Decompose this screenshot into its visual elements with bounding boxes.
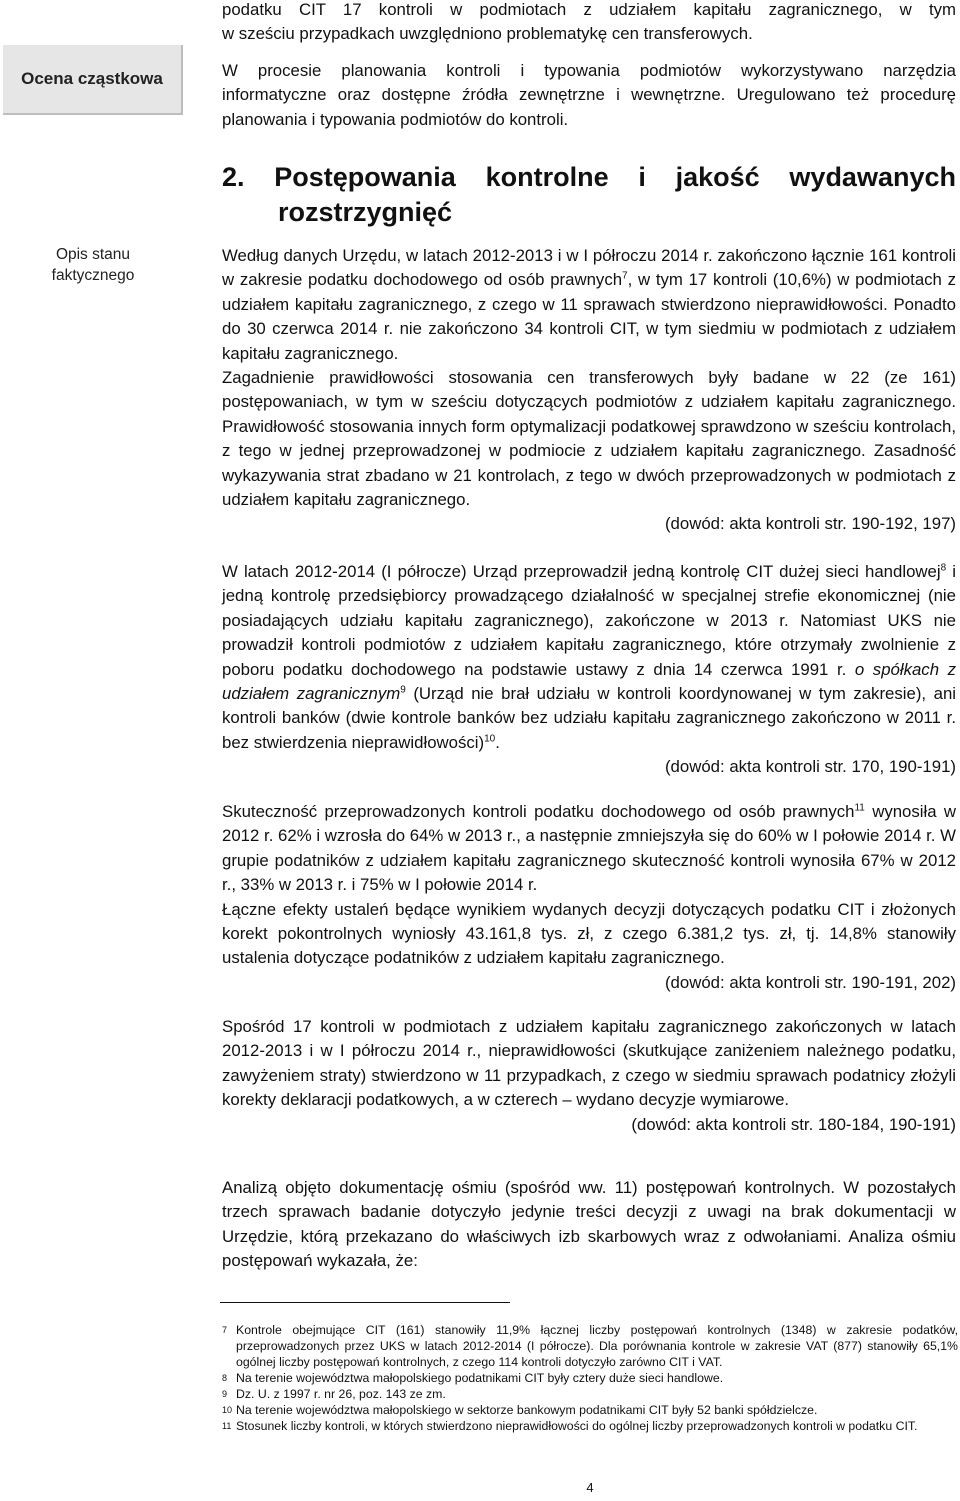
- state-label: [0, 244, 186, 286]
- intro-line: podatku CIT 17 kontroli w podmiotach z udziałem kapitału zagranicznego, w tym: [222, 0, 956, 19]
- intro-paragraph: [222, 0, 956, 47]
- heading-word: kontrolne: [485, 162, 609, 192]
- paragraph-text: [222, 800, 956, 898]
- assessment-line: planowania i typowania podmiotów do kontroli.: [222, 109, 569, 129]
- paragraph-3: [222, 800, 956, 995]
- paragraph-text: Zagadnienie prawidłowości stosowania cen transferowych były badane w 22 (ze 161) postępowaniach, w tym w sześciu dotyczących podmiotów z udziałem kapitału zagranicznego. Prawidłowość stosowania innych form optymalizacji podatkowej sprawdzono w sześciu kontrolach, z tego w jednej przeprowadzonej w podmiocie z udziałem kapitału zagranicznego. Zasadność wykazywania strat zbadano w 21 kontrolach, z tego w dwóch przeprowadzonych w podmiotach z udziałem kapitału zagranicznego.: [222, 368, 956, 510]
- assessment-line: informatyczne oraz dostępne źródła zewnętrzne i wewnętrzne. Uregulowano też procedurę: [222, 85, 956, 105]
- footnote-number: 9: [222, 1389, 228, 1399]
- text-run: W latach 2012-2014 (I półrocze) Urząd przeprowadził jedną kontrolę CIT dużej sieci handlowej: [222, 562, 941, 581]
- assessment-paragraph: [222, 59, 956, 132]
- text-run: .: [495, 732, 500, 752]
- footnote-number: 8: [222, 1373, 228, 1383]
- paragraph-text: Łączne efekty ustaleń będące wynikiem wydanych decyzji dotyczących podatku CIT i złożonych korekt pokontrolnych wyniosły 43.161,8 tys. zł, z czego 6.381,2 tys. zł, tj. 14,8% stanowiły ustalenia dotyczące podatników z udziałem kapitału zagranicznego.: [222, 899, 956, 968]
- italic-title: o spółkach z udziałem zagranicznym: [222, 659, 957, 704]
- section-heading: [222, 160, 956, 230]
- footnote: [222, 1370, 958, 1386]
- footnote-text: Na terenie województwa małopolskiego podatnikami CIT były cztery duże sieci handlowe.: [236, 1371, 724, 1385]
- footnote-ref: 7: [622, 270, 628, 282]
- state-label-line1: Opis stanu: [55, 246, 131, 263]
- footnote: [222, 1386, 958, 1402]
- paragraph-2: [222, 560, 956, 780]
- heading-word: i: [638, 162, 646, 192]
- text-run: Skuteczność przeprowadzonych kontroli podatku dochodowego od osób prawnych: [222, 802, 855, 821]
- footnote: [222, 1418, 958, 1434]
- footnote: [222, 1322, 958, 1370]
- footnote: [222, 1402, 958, 1418]
- state-label-line2: faktycznego: [51, 267, 135, 284]
- footnote-divider: [220, 1302, 510, 1303]
- footnote-text: Dz. U. z 1997 r. nr 26, poz. 143 ze zm.: [236, 1387, 446, 1401]
- paragraph-4: [222, 1015, 956, 1137]
- footnote-ref: 10: [484, 733, 496, 745]
- intro-line: w sześciu przypadkach uwzględniono problematykę cen transferowych.: [222, 24, 753, 44]
- text-run: , w tym 17 kontroli (10,6%) w podmiotach z udziałem kapitału zagranicznego, z czego w 11 sprawach stwierdzono nieprawidłowości. Ponadto do 30 czerwca 2014 r. nie zakończono 34 kontroli CIT, w tym siedmiu w podmiotach z udziałem kapitału zagranicznego.: [222, 270, 956, 363]
- footnote-number: 7: [222, 1325, 228, 1335]
- paragraph-5: [222, 1176, 956, 1274]
- text-run: Według danych Urzędu, w latach 2012-2013 i w I półroczu 2014 r. zakończono łącznie 161 kontroli w zakresie podatku dochodowego od osób prawnych: [222, 246, 956, 290]
- assessment-label: Ocena cząstkowa: [21, 69, 163, 88]
- paragraph-text: [222, 244, 956, 366]
- page-number: 4: [586, 1480, 594, 1495]
- footnotes: [222, 1322, 958, 1434]
- evidence-note: (dowód: akta kontroli str. 180-184, 190-191): [631, 1114, 956, 1134]
- heading-word: jakość: [675, 162, 760, 192]
- section-heading-line1: [222, 160, 956, 195]
- footnote-ref: 9: [400, 684, 406, 696]
- footnote-ref: 8: [940, 562, 947, 574]
- text-run: i jedną kontrolę przedsiębiorcy prowadzącego działalność w specjalnej strefie ekonomicznej (nie posiadających udziału kapitału zagranicznego), zakończone w 2013 r. Natomiast UKS nie prowadził kontroli podmiotów z udziałem kapitału zagranicznego, które otrzymały zwolnienie z poboru podatku dochodowego na podstawie ustawy z dnia 14 czerwca 1991 r.: [222, 562, 957, 679]
- evidence-note: (dowód: akta kontroli str. 170, 190-191): [664, 757, 956, 777]
- heading-word: Postępowania: [274, 162, 456, 192]
- evidence-note: (dowód: akta kontroli str. 190-191, 202): [664, 972, 956, 992]
- footnote-number: 11: [222, 1421, 232, 1431]
- footnote-text: Na terenie województwa małopolskiego w sektorze bankowym podatnikami CIT były 52 banki spółdzielcze.: [236, 1403, 818, 1417]
- text-run: (Urząd nie brał udziału w kontroli koordynowanej w tym zakresie), ani kontroli banków (dwie kontrole banków bez udziału kapitału zagranicznego zakończono w 2011 r. bez stwierdzenia nieprawidłowości): [222, 684, 957, 752]
- text-run: wynosiła w 2012 r. 62% i wzrosła do 64% w 2013 r., a następnie zmniejszyła się do 60% w I połowie 2014 r. W grupie podatników z udziałem kapitału zagranicznego skuteczność kontroli wynosiła 67% w 2012 r., 33% w 2013 r. i 75% w I połowie 2014 r.: [222, 802, 957, 895]
- section-heading-line2: rozstrzygnięć: [278, 197, 453, 227]
- paragraph-text: [222, 560, 956, 755]
- footnote-text: Kontrole obejmujące CIT (161) stanowiły 11,9% łącznej liczby postępowań kontrolnych (1348) w zakresie podatków, przeprowadzonych przez UKS w latach 2012-2014 (I półrocze). Dla porównania kontrole w zakresie VAT (877) stanowiły 65,1% ogólnej liczby postępowań kontrolnych, z czego 114 kontroli dotyczyło zarówno CIT i VAT.: [236, 1323, 958, 1369]
- footnote-ref: 11: [854, 802, 865, 814]
- assessment-label-box: [3, 45, 183, 115]
- section-number: 2.: [222, 162, 245, 192]
- paragraph-1: [222, 244, 956, 537]
- paragraph-text: Analizą objęto dokumentację ośmiu (spośród ww. 11) postępowań kontrolnych. W pozostałych trzech sprawach badanie dotyczyło jedynie treści decyzji z uwagi na brak dokumentacji w Urzędzie, którą przekazano do właściwych izb skarbowych wraz z odwołaniami. Analiza ośmiu postępowań wykazała, że:: [222, 1178, 956, 1271]
- heading-word: wydawanych: [789, 162, 956, 192]
- footnote-number: 10: [222, 1405, 233, 1415]
- evidence-note: (dowód: akta kontroli str. 190-192, 197): [664, 514, 956, 534]
- paragraph-text: Spośród 17 kontroli w podmiotach z udziałem kapitału zagranicznego zakończonych w latach 2012-2013 i w I półroczu 2014 r., nieprawidłowości (skutkujące zaniżeniem należnego podatku, zawyżeniem straty) stwierdzono w 11 przypadkach, z czego w siedmiu sprawach podatnicy złożyli korekty deklaracji podatkowych, a w czterech – wydano decyzje wymiarowe.: [222, 1017, 956, 1110]
- assessment-line: W procesie planowania kontroli i typowania podmiotów wykorzystywano narzędzia: [222, 61, 956, 80]
- footnote-text: Stosunek liczby kontroli, w których stwierdzono nieprawidłowości do ogólnej liczby przeprowadzonych kontroli w podatku CIT.: [236, 1419, 918, 1433]
